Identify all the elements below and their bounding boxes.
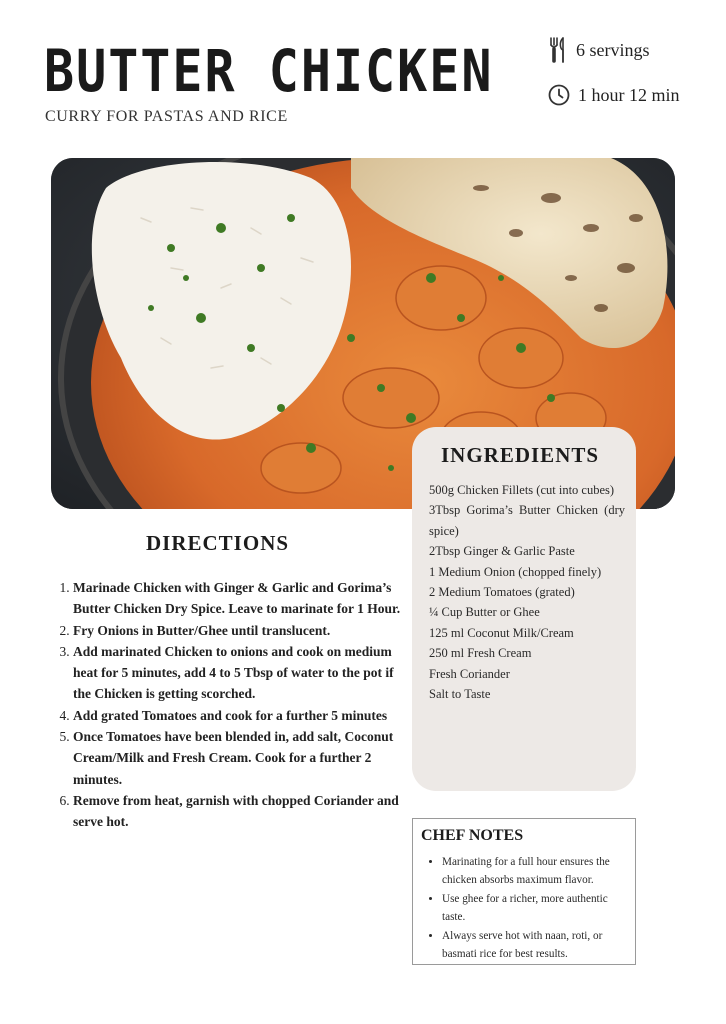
- ingredient-item: Fresh Coriander: [429, 666, 510, 681]
- ingredients-list: [429, 480, 625, 704]
- servings-text: 6 servings: [576, 39, 650, 60]
- ingredients-card: [412, 427, 636, 791]
- ingredient-item: Salt to Taste: [429, 687, 491, 702]
- directions-heading: DIRECTIONS: [146, 531, 290, 555]
- direction-step: 3. Add marinated Chicken to onions and cook on medium heat for 5 minutes, add 4 to 5 Tbsp of water to the pot if the Chicken is getting scorched.: [73, 641, 413, 705]
- ingredient-item: 1 Medium Onion (chopped finely): [429, 564, 602, 579]
- direction-step: 6. Remove from heat, garnish with chopped Coriander and serve hot.: [73, 790, 413, 833]
- ingredient-item: 125 ml Coconut Milk/Cream: [429, 625, 574, 640]
- time-text: 1 hour 12 min: [578, 84, 680, 105]
- fork-knife-icon: [548, 36, 568, 64]
- ingredient-item: 2Tbsp Ginger & Garlic Paste: [429, 544, 575, 559]
- ingredient-item: 250 ml Fresh Cream: [429, 646, 532, 661]
- clock-icon: [548, 84, 570, 106]
- ingredient-item: 3Tbsp Gorima’s Butter Chicken (dry spice): [429, 503, 625, 538]
- ingredient-item: ¼ Cup Butter or Ghee: [429, 605, 540, 620]
- recipe-subtitle: CURRY FOR PASTAS AND RICE: [45, 108, 288, 125]
- chef-note-item: • Marinating for a full hour ensures the chicken absorbs maximum flavor.: [442, 853, 625, 889]
- servings-meta: [548, 36, 650, 64]
- direction-step: 2. Fry Onions in Butter/Ghee until translucent.: [73, 620, 413, 641]
- ingredient-item: 500g Chicken Fillets (cut into cubes): [429, 483, 615, 497]
- chef-note-item: • Always serve hot with naan, roti, or basmati rice for best results.: [442, 927, 625, 963]
- recipe-title: BUTTER CHICKEN: [44, 38, 494, 105]
- chef-note-item: • Use ghee for a richer, more authentic taste.: [442, 890, 625, 926]
- time-meta: [548, 84, 680, 106]
- directions-list: [48, 577, 413, 833]
- direction-step: 4. Add grated Tomatoes and cook for a further 5 minutes: [73, 705, 413, 726]
- chef-notes-box: [412, 818, 636, 965]
- ingredients-heading: INGREDIENTS: [441, 443, 600, 467]
- ingredient-item: 2 Medium Tomatoes (grated): [429, 585, 575, 600]
- chef-notes-list: [421, 853, 625, 963]
- direction-step: 1. Marinade Chicken with Ginger & Garlic and Gorima’s Butter Chicken Dry Spice. Leave to marinate for 1 Hour.: [73, 577, 413, 620]
- chef-notes-heading: CHEF NOTES: [421, 827, 524, 844]
- direction-step: 5. Once Tomatoes have been blended in, add salt, Coconut Cream/Milk and Fresh Cream. Cook for a further 2 minutes.: [73, 726, 413, 790]
